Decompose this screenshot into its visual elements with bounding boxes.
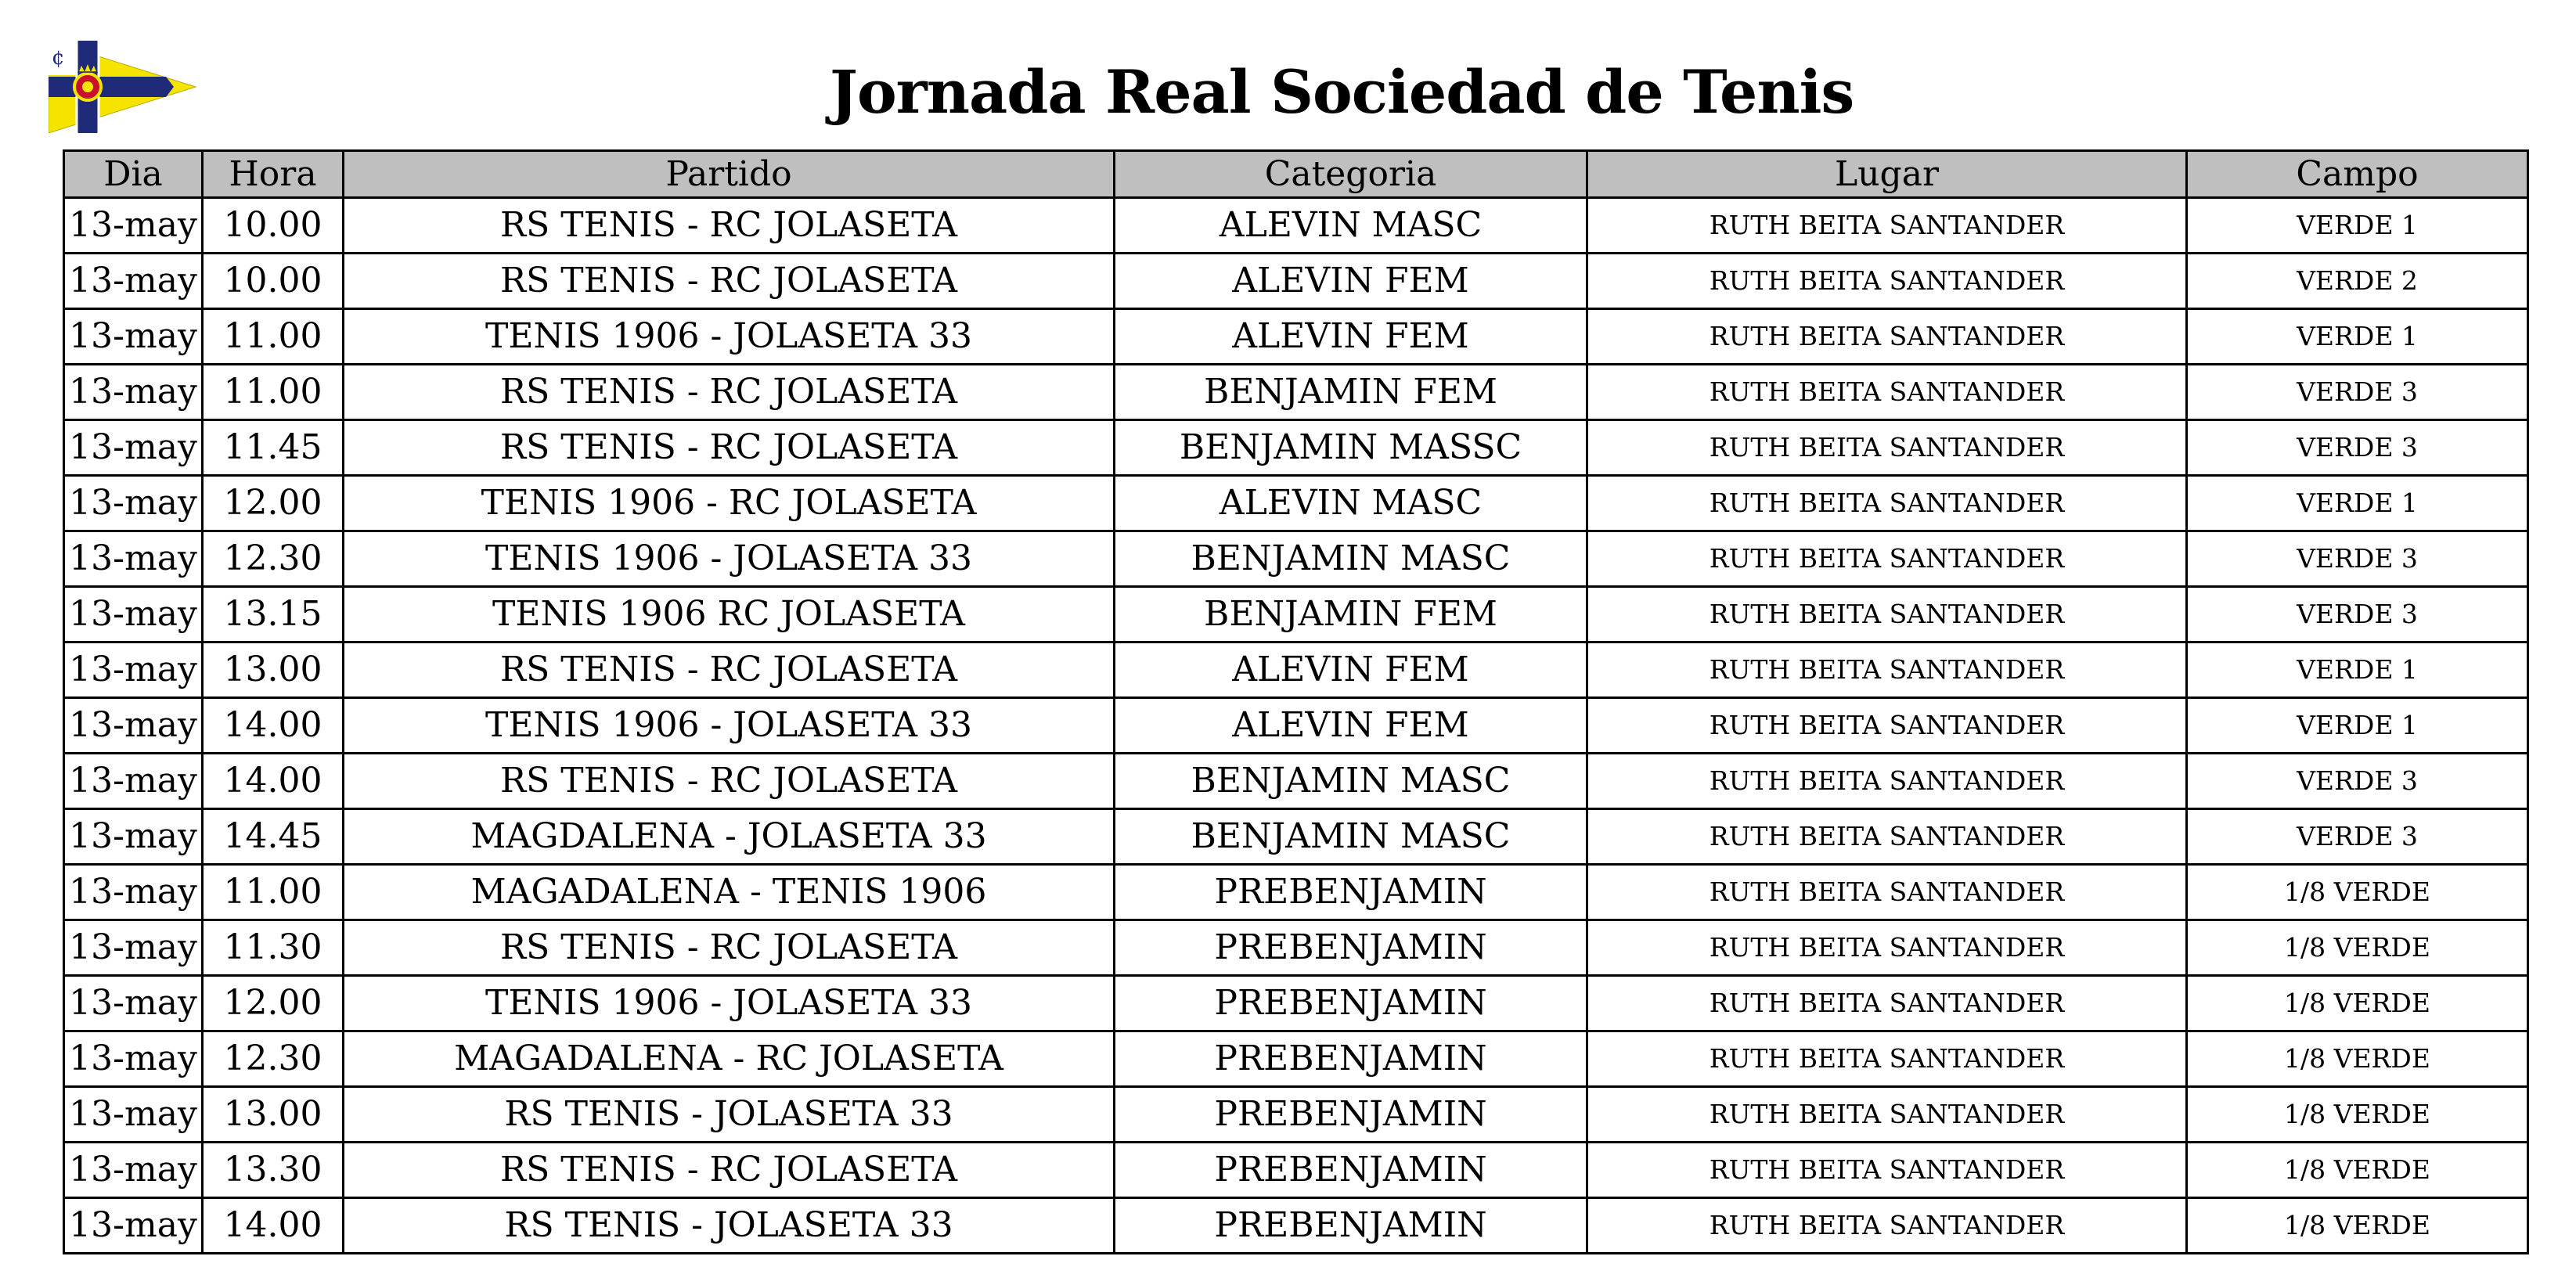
cell-hora: 14.00 <box>203 1198 344 1254</box>
cell-dia: 13-may <box>64 420 203 476</box>
cell-dia: 13-may <box>64 920 203 976</box>
cell-hora: 11.45 <box>203 420 344 476</box>
club-pennant-logo <box>49 41 197 133</box>
cell-dia: 13-may <box>64 587 203 642</box>
cell-categoria: BENJAMIN MASSC <box>1115 420 1587 476</box>
cell-partido: MAGADALENA - TENIS 1906 <box>344 865 1115 920</box>
cell-partido: RS TENIS - RC JOLASETA <box>344 365 1115 420</box>
cell-campo: 1/8 VERDE <box>2187 1087 2528 1143</box>
column-header-lugar: Lugar <box>1587 151 2187 198</box>
cell-campo: 1/8 VERDE <box>2187 1198 2528 1254</box>
cell-lugar: RUTH BEITA SANTANDER <box>1587 365 2187 420</box>
cell-categoria: BENJAMIN MASC <box>1115 531 1587 587</box>
cell-lugar: RUTH BEITA SANTANDER <box>1587 420 2187 476</box>
table-row <box>64 476 2528 531</box>
cell-campo: VERDE 1 <box>2187 309 2528 365</box>
cell-partido: RS TENIS - RC JOLASETA <box>344 920 1115 976</box>
cell-categoria: PREBENJAMIN <box>1115 865 1587 920</box>
cell-campo: VERDE 3 <box>2187 531 2528 587</box>
table-row <box>64 1087 2528 1143</box>
cell-dia: 13-may <box>64 365 203 420</box>
cell-partido: MAGDALENA - JOLASETA 33 <box>344 809 1115 865</box>
cell-campo: 1/8 VERDE <box>2187 920 2528 976</box>
cell-hora: 12.00 <box>203 976 344 1031</box>
column-header-campo: Campo <box>2187 151 2528 198</box>
cell-lugar: RUTH BEITA SANTANDER <box>1587 1143 2187 1198</box>
table-row <box>64 698 2528 754</box>
table-row <box>64 976 2528 1031</box>
pennant-flag-icon <box>49 41 197 133</box>
cell-hora: 14.45 <box>203 809 344 865</box>
cell-dia: 13-may <box>64 309 203 365</box>
cell-partido: TENIS 1906 - JOLASETA 33 <box>344 976 1115 1031</box>
cell-categoria: PREBENJAMIN <box>1115 1087 1587 1143</box>
table-row <box>64 1031 2528 1087</box>
cell-partido: RS TENIS - RC JOLASETA <box>344 254 1115 309</box>
cell-campo: VERDE 1 <box>2187 642 2528 698</box>
cell-hora: 13.15 <box>203 587 344 642</box>
cell-categoria: ALEVIN FEM <box>1115 642 1587 698</box>
cell-campo: VERDE 3 <box>2187 365 2528 420</box>
cell-partido: RS TENIS - RC JOLASETA <box>344 642 1115 698</box>
cell-categoria: PREBENJAMIN <box>1115 920 1587 976</box>
cell-campo: VERDE 1 <box>2187 198 2528 254</box>
column-header-hora: Hora <box>203 151 344 198</box>
cell-campo: VERDE 3 <box>2187 420 2528 476</box>
cell-lugar: RUTH BEITA SANTANDER <box>1587 1031 2187 1087</box>
cell-lugar: RUTH BEITA SANTANDER <box>1587 531 2187 587</box>
cell-dia: 13-may <box>64 754 203 809</box>
cell-lugar: RUTH BEITA SANTANDER <box>1587 976 2187 1031</box>
cell-categoria: BENJAMIN MASC <box>1115 809 1587 865</box>
table-body <box>64 198 2528 1254</box>
column-header-dia: Dia <box>64 151 203 198</box>
table-row <box>64 254 2528 309</box>
cell-dia: 13-may <box>64 1031 203 1087</box>
cell-categoria: PREBENJAMIN <box>1115 976 1587 1031</box>
table-row <box>64 1198 2528 1254</box>
table-row <box>64 198 2528 254</box>
cell-lugar: RUTH BEITA SANTANDER <box>1587 865 2187 920</box>
cell-lugar: RUTH BEITA SANTANDER <box>1587 1198 2187 1254</box>
cell-hora: 13.00 <box>203 642 344 698</box>
cell-campo: VERDE 1 <box>2187 698 2528 754</box>
cell-partido: TENIS 1906 - JOLASETA 33 <box>344 531 1115 587</box>
cell-campo: 1/8 VERDE <box>2187 1143 2528 1198</box>
column-header-partido: Partido <box>344 151 1115 198</box>
table-header <box>64 151 2528 198</box>
table-row <box>64 309 2528 365</box>
table-row <box>64 865 2528 920</box>
cell-campo: VERDE 1 <box>2187 476 2528 531</box>
cell-lugar: RUTH BEITA SANTANDER <box>1587 254 2187 309</box>
cell-hora: 10.00 <box>203 254 344 309</box>
cell-campo: VERDE 3 <box>2187 754 2528 809</box>
cell-lugar: RUTH BEITA SANTANDER <box>1587 587 2187 642</box>
page-title: Jornada Real Sociedad de Tenis <box>830 57 1854 127</box>
cell-hora: 12.30 <box>203 531 344 587</box>
table-row <box>64 420 2528 476</box>
cell-lugar: RUTH BEITA SANTANDER <box>1587 920 2187 976</box>
cell-hora: 11.00 <box>203 365 344 420</box>
cell-partido: RS TENIS - RC JOLASETA <box>344 198 1115 254</box>
cell-lugar: RUTH BEITA SANTANDER <box>1587 198 2187 254</box>
cell-partido: TENIS 1906 - JOLASETA 33 <box>344 698 1115 754</box>
cell-hora: 12.30 <box>203 1031 344 1087</box>
cell-dia: 13-may <box>64 198 203 254</box>
cell-categoria: BENJAMIN FEM <box>1115 587 1587 642</box>
table-row <box>64 920 2528 976</box>
cell-dia: 13-may <box>64 476 203 531</box>
cell-categoria: ALEVIN MASC <box>1115 476 1587 531</box>
cell-categoria: BENJAMIN MASC <box>1115 754 1587 809</box>
cell-dia: 13-may <box>64 809 203 865</box>
cell-hora: 11.00 <box>203 309 344 365</box>
cell-lugar: RUTH BEITA SANTANDER <box>1587 476 2187 531</box>
cell-dia: 13-may <box>64 1143 203 1198</box>
cell-partido: TENIS 1906 - JOLASETA 33 <box>344 309 1115 365</box>
cell-categoria: ALEVIN FEM <box>1115 698 1587 754</box>
cell-hora: 11.30 <box>203 920 344 976</box>
cell-dia: 13-may <box>64 698 203 754</box>
table-row <box>64 809 2528 865</box>
cell-campo: VERDE 3 <box>2187 587 2528 642</box>
cell-hora: 12.00 <box>203 476 344 531</box>
cell-partido: RS TENIS - RC JOLASETA <box>344 420 1115 476</box>
cell-campo: 1/8 VERDE <box>2187 1031 2528 1087</box>
cell-partido: TENIS 1906 RC JOLASETA <box>344 587 1115 642</box>
cell-partido: RS TENIS - RC JOLASETA <box>344 754 1115 809</box>
svg-text:¢: ¢ <box>52 46 65 70</box>
cell-partido: TENIS 1906 - RC JOLASETA <box>344 476 1115 531</box>
table-row <box>64 531 2528 587</box>
cell-dia: 13-may <box>64 1087 203 1143</box>
cell-dia: 13-may <box>64 976 203 1031</box>
match-schedule-table <box>63 149 2529 1254</box>
table-row <box>64 587 2528 642</box>
cell-categoria: ALEVIN MASC <box>1115 198 1587 254</box>
cell-hora: 13.30 <box>203 1143 344 1198</box>
cell-hora: 11.00 <box>203 865 344 920</box>
cell-hora: 14.00 <box>203 698 344 754</box>
column-header-categoria: Categoria <box>1115 151 1587 198</box>
cell-hora: 10.00 <box>203 198 344 254</box>
cell-lugar: RUTH BEITA SANTANDER <box>1587 754 2187 809</box>
cell-dia: 13-may <box>64 642 203 698</box>
cell-dia: 13-may <box>64 1198 203 1254</box>
cell-dia: 13-may <box>64 531 203 587</box>
header-row <box>64 151 2528 198</box>
page-title-container <box>830 53 1854 131</box>
cell-partido: RS TENIS - JOLASETA 33 <box>344 1198 1115 1254</box>
cell-lugar: RUTH BEITA SANTANDER <box>1587 642 2187 698</box>
cell-partido: RS TENIS - JOLASETA 33 <box>344 1087 1115 1143</box>
cell-categoria: PREBENJAMIN <box>1115 1143 1587 1198</box>
cell-partido: MAGADALENA - RC JOLASETA <box>344 1031 1115 1087</box>
cell-lugar: RUTH BEITA SANTANDER <box>1587 698 2187 754</box>
cell-lugar: RUTH BEITA SANTANDER <box>1587 809 2187 865</box>
cell-categoria: PREBENJAMIN <box>1115 1031 1587 1087</box>
table-row <box>64 1143 2528 1198</box>
cell-lugar: RUTH BEITA SANTANDER <box>1587 1087 2187 1143</box>
cell-partido: RS TENIS - RC JOLASETA <box>344 1143 1115 1198</box>
table-row <box>64 754 2528 809</box>
cell-categoria: ALEVIN FEM <box>1115 309 1587 365</box>
cell-hora: 14.00 <box>203 754 344 809</box>
cell-lugar: RUTH BEITA SANTANDER <box>1587 309 2187 365</box>
table-row <box>64 642 2528 698</box>
cell-campo: VERDE 3 <box>2187 809 2528 865</box>
table-row <box>64 365 2528 420</box>
cell-hora: 13.00 <box>203 1087 344 1143</box>
cell-campo: 1/8 VERDE <box>2187 976 2528 1031</box>
cell-dia: 13-may <box>64 254 203 309</box>
cell-categoria: BENJAMIN FEM <box>1115 365 1587 420</box>
cell-dia: 13-may <box>64 865 203 920</box>
cell-categoria: PREBENJAMIN <box>1115 1198 1587 1254</box>
cell-campo: 1/8 VERDE <box>2187 865 2528 920</box>
cell-categoria: ALEVIN FEM <box>1115 254 1587 309</box>
cell-campo: VERDE 2 <box>2187 254 2528 309</box>
